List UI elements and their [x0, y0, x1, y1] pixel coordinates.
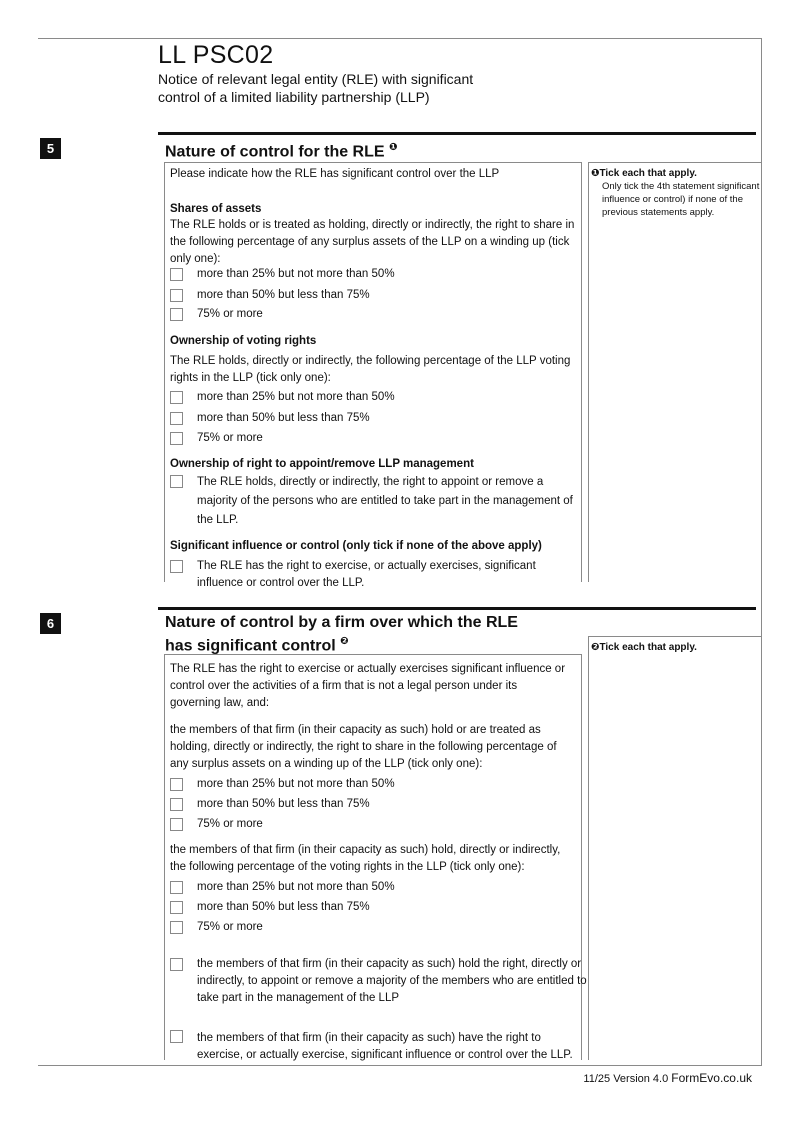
- voting-text: The RLE holds, directly or indirectly, the following percentage of the LLP voting rights in the LLP (tick only one):: [170, 355, 571, 384]
- section-5-intro: Please indicate how the RLE has significant control over the LLP: [170, 168, 500, 180]
- section-6-title-text: Nature of control by a firm over which the RLE has significant control: [165, 614, 518, 655]
- option-label: 75% or more: [197, 818, 263, 830]
- section-5-side-note: [588, 162, 762, 582]
- option-label: The RLE holds, directly or indirectly, the right to appoint or remove a majority of the persons who are entitled to take part in the management of the LLP.: [197, 476, 573, 526]
- section-6-title: [165, 613, 545, 655]
- checkbox[interactable]: [170, 475, 183, 488]
- option-label: more than 25% but not more than 50%: [197, 391, 395, 403]
- s6-shares-option-1[interactable]: [170, 776, 587, 793]
- form-title: Notice of relevant legal entity (RLE) with significant control of a limited liability partnership (LLP): [158, 71, 474, 105]
- s6-appoint-option[interactable]: [170, 956, 587, 1007]
- influence-heading: Significant influence or control (only tick if none of the above apply): [170, 540, 542, 552]
- option-label: more than 25% but not more than 50%: [197, 881, 395, 893]
- option-label: The RLE has the right to exercise, or actually exercises, significant influence or control over the LLP.: [197, 560, 536, 589]
- s5-appoint-option[interactable]: [170, 473, 577, 530]
- checkbox[interactable]: [170, 921, 183, 934]
- checkbox[interactable]: [170, 958, 183, 971]
- s6-voting-text: the members of that firm (in their capacity as such) hold, directly or indirectly, the following percentage of the voting rights in the LLP (tick only one):: [170, 844, 561, 873]
- section-5-title: [165, 138, 397, 161]
- voting-heading: Ownership of voting rights: [170, 335, 317, 347]
- s6-shares-option-2[interactable]: [170, 796, 587, 813]
- option-label: the members of that firm (in their capacity as such) have the right to exercise, or actually exercise, significant influence or control over the LLP.: [197, 1032, 573, 1061]
- s5-shares-option-2[interactable]: [170, 287, 587, 304]
- s5-voting-option-2[interactable]: [170, 410, 587, 427]
- s6-intro: The RLE has the right to exercise or actually exercises significant influence or control over the activities of a firm that is not a legal person under its governing law, and:: [170, 663, 566, 709]
- s6-shares-text: the members of that firm (in their capacity as such) hold or are treated as holding, directly or indirectly, the right to share in the following percentage of any surplus assets on a winding up of the LLP (tick only one):: [170, 724, 557, 770]
- checkbox[interactable]: [170, 1030, 183, 1043]
- option-label: 75% or more: [197, 432, 263, 444]
- option-label: more than 50% but less than 75%: [197, 412, 370, 424]
- form-version: 11/25 Version 4.0: [583, 1073, 669, 1085]
- checkbox[interactable]: [170, 881, 183, 894]
- section-6-rule: [158, 607, 756, 610]
- section-5-number: 5: [40, 138, 61, 159]
- checkbox[interactable]: [170, 798, 183, 811]
- page-footer: [583, 1071, 752, 1085]
- note-1-title: Tick each that apply.: [599, 168, 697, 179]
- s6-voting-option-2[interactable]: [170, 899, 587, 916]
- section-6-number: 6: [40, 613, 61, 634]
- checkbox[interactable]: [170, 289, 183, 302]
- option-label: more than 25% but not more than 50%: [197, 778, 395, 790]
- shares-heading: Shares of assets: [170, 203, 262, 215]
- option-label: more than 50% but less than 75%: [197, 901, 370, 913]
- note-1-marker: ❶: [591, 168, 600, 179]
- checkbox[interactable]: [170, 268, 183, 281]
- section-5-rule: [158, 132, 756, 135]
- s6-influence-option[interactable]: [170, 1030, 587, 1064]
- option-label: more than 25% but not more than 50%: [197, 268, 395, 280]
- s6-shares-option-3[interactable]: [170, 816, 587, 833]
- checkbox[interactable]: [170, 412, 183, 425]
- option-label: 75% or more: [197, 308, 263, 320]
- checkbox[interactable]: [170, 391, 183, 404]
- option-label: 75% or more: [197, 921, 263, 933]
- appoint-heading: Ownership of right to appoint/remove LLP management: [170, 458, 474, 470]
- checkbox[interactable]: [170, 432, 183, 445]
- shares-text: The RLE holds or is treated as holding, directly or indirectly, the right to share in the following percentage of any surplus assets of the LLP on a winding up (tick only one):: [170, 219, 575, 265]
- note-1-text: Only tick the 4th statement significant influence or control) if none of the previous statements apply.: [602, 181, 760, 218]
- s5-influence-option[interactable]: [170, 558, 567, 592]
- checkbox[interactable]: [170, 818, 183, 831]
- s6-voting-option-1[interactable]: [170, 879, 587, 896]
- option-label: more than 50% but less than 75%: [197, 798, 370, 810]
- checkbox[interactable]: [170, 560, 183, 573]
- note-2-marker: ❷: [591, 642, 600, 653]
- note-marker-1: ❶: [389, 142, 398, 153]
- s5-shares-option-1[interactable]: [170, 266, 587, 283]
- section-5-title-text: Nature of control for the RLE: [165, 143, 385, 161]
- option-label: more than 50% but less than 75%: [197, 289, 370, 301]
- checkbox[interactable]: [170, 308, 183, 321]
- s5-voting-option-1[interactable]: [170, 389, 587, 406]
- checkbox[interactable]: [170, 901, 183, 914]
- s5-voting-option-3[interactable]: [170, 430, 587, 447]
- form-code: LL PSC02: [158, 41, 274, 69]
- s6-voting-option-3[interactable]: [170, 919, 587, 936]
- note-marker-2: ❷: [340, 636, 349, 647]
- s5-shares-option-3[interactable]: [170, 306, 587, 323]
- note-2-title: Tick each that apply.: [599, 642, 697, 653]
- section-6-side-note: [588, 636, 762, 1060]
- form-header: [158, 42, 498, 106]
- option-label: the members of that firm (in their capacity as such) hold the right, directly or indirectly, to appoint or remove a majority of the members who are entitled to take part in the management of the LLP: [197, 958, 587, 1004]
- checkbox[interactable]: [170, 778, 183, 791]
- brand-label: FormEvo.co.uk: [671, 1071, 752, 1085]
